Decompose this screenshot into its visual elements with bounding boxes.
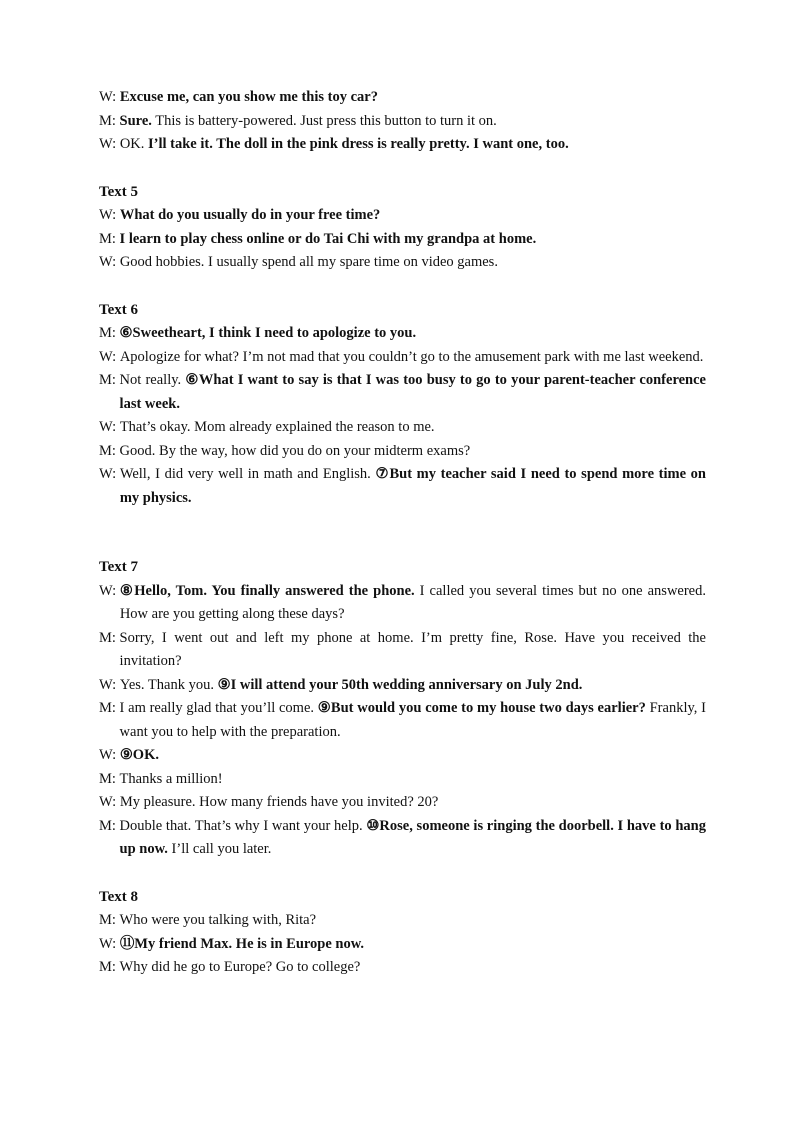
speaker-label: W: bbox=[99, 207, 120, 223]
speaker-label: W: bbox=[99, 747, 120, 763]
speaker-label: M: bbox=[99, 112, 120, 129]
section-heading: Text 6 bbox=[99, 301, 139, 318]
dialogue-line bbox=[99, 86, 706, 110]
speaker-label: M: bbox=[99, 230, 120, 247]
utterance: I am really glad that you’ll come. ⑨But would you come to my house two days earlier? Frankly, I want you to help with the preparation. bbox=[119, 700, 706, 740]
speaker-label: M: bbox=[99, 959, 120, 975]
dialogue-section bbox=[99, 886, 706, 980]
utterance: ⑨OK. bbox=[119, 747, 159, 763]
speaker-label: W: bbox=[99, 582, 120, 599]
utterance: ⑥Sweetheart, I think I need to apologize to you. bbox=[119, 325, 417, 341]
dialogue-line bbox=[99, 204, 706, 228]
speaker-label: W: bbox=[99, 136, 120, 152]
utterance: Who were you talking with, Rita? bbox=[119, 912, 317, 928]
speaker-label: M: bbox=[99, 770, 120, 787]
utterance: Not really. ⑥What I want to say is that I was too busy to go to your parent-teacher conference last week. bbox=[119, 372, 706, 412]
dialogue-line bbox=[99, 933, 706, 957]
section-heading: Text 8 bbox=[99, 888, 139, 905]
utterance: Thanks a million! bbox=[119, 770, 223, 787]
utterance: Yes. Thank you. ⑨I will attend your 50th wedding anniversary on July 2nd. bbox=[119, 676, 583, 693]
dialogue-line bbox=[99, 322, 706, 346]
dialogue-line bbox=[99, 744, 706, 768]
dialogue-line bbox=[99, 110, 706, 134]
utterance: Excuse me, can you show me this toy car? bbox=[119, 89, 378, 105]
dialogue-line bbox=[99, 768, 706, 792]
speaker-label: M: bbox=[99, 325, 120, 341]
dialogue-line bbox=[99, 580, 706, 627]
utterance: Sure. This is battery-powered. Just press this button to turn it on. bbox=[119, 112, 497, 129]
speaker-label: M: bbox=[99, 912, 120, 928]
dialogue-section bbox=[99, 299, 706, 511]
dialogue-line bbox=[99, 251, 706, 275]
speaker-label: W: bbox=[99, 419, 120, 435]
speaker-label: M: bbox=[99, 629, 120, 646]
section-heading: Text 5 bbox=[99, 183, 139, 200]
speaker-label: M: bbox=[99, 700, 120, 716]
dialogue-line bbox=[99, 956, 706, 980]
utterance: ⑧Hello, Tom. You finally answered the phone. I called you several times but no one answered. How are you getting along these days? bbox=[119, 582, 706, 622]
dialogue-line bbox=[99, 791, 706, 815]
dialogue-line bbox=[99, 133, 706, 157]
utterance: OK. I’ll take it. The doll in the pink dress is really pretty. I want one, too. bbox=[119, 136, 569, 152]
utterance: Why did he go to Europe? Go to college? bbox=[119, 959, 361, 975]
utterance: Good. By the way, how did you do on your midterm exams? bbox=[119, 442, 471, 459]
speaker-label: M: bbox=[99, 817, 120, 834]
dialogue-line bbox=[99, 463, 706, 510]
speaker-label: W: bbox=[99, 466, 120, 482]
utterance: ⑪My friend Max. He is in Europe now. bbox=[119, 935, 365, 952]
utterance: Sorry, I went out and left my phone at home. I’m pretty fine, Rose. Have you received the invitation? bbox=[119, 629, 706, 669]
dialogue-section bbox=[99, 556, 706, 862]
utterance: Apologize for what? I’m not mad that you couldn’t go to the amusement park with me last weekend. bbox=[119, 348, 704, 365]
dialogue-line bbox=[99, 627, 706, 674]
dialogue-line bbox=[99, 909, 706, 933]
dialogue-line bbox=[99, 416, 706, 440]
dialogue-line bbox=[99, 674, 706, 698]
utterance: What do you usually do in your free time? bbox=[119, 207, 381, 223]
speaker-label: W: bbox=[99, 676, 120, 693]
utterance: Good hobbies. I usually spend all my spare time on video games. bbox=[119, 254, 498, 270]
speaker-label: W: bbox=[99, 935, 120, 952]
utterance: That’s okay. Mom already explained the reason to me. bbox=[119, 419, 435, 435]
dialogue-line bbox=[99, 697, 706, 744]
utterance: I learn to play chess online or do Tai Chi with my grandpa at home. bbox=[119, 230, 537, 247]
dialogue-line bbox=[99, 346, 706, 370]
speaker-label: W: bbox=[99, 89, 120, 105]
dialogue-line bbox=[99, 228, 706, 252]
utterance: My pleasure. How many friends have you invited? 20? bbox=[119, 794, 439, 810]
speaker-label: M: bbox=[99, 442, 120, 459]
dialogue-section bbox=[99, 86, 706, 157]
dialogue-line bbox=[99, 815, 706, 862]
dialogue-line bbox=[99, 369, 706, 416]
speaker-label: W: bbox=[99, 254, 120, 270]
dialogue-line bbox=[99, 440, 706, 464]
utterance: Double that. That’s why I want your help. ⑩Rose, someone is ringing the doorbell. I have to hang up now. I’ll call you later. bbox=[119, 817, 706, 857]
dialogue-section bbox=[99, 181, 706, 275]
utterance: Well, I did very well in math and English. ⑦But my teacher said I need to spend more time on my physics. bbox=[119, 466, 706, 506]
speaker-label: W: bbox=[99, 348, 120, 365]
speaker-label: W: bbox=[99, 794, 120, 810]
speaker-label: M: bbox=[99, 372, 120, 388]
section-heading: Text 7 bbox=[99, 559, 139, 575]
